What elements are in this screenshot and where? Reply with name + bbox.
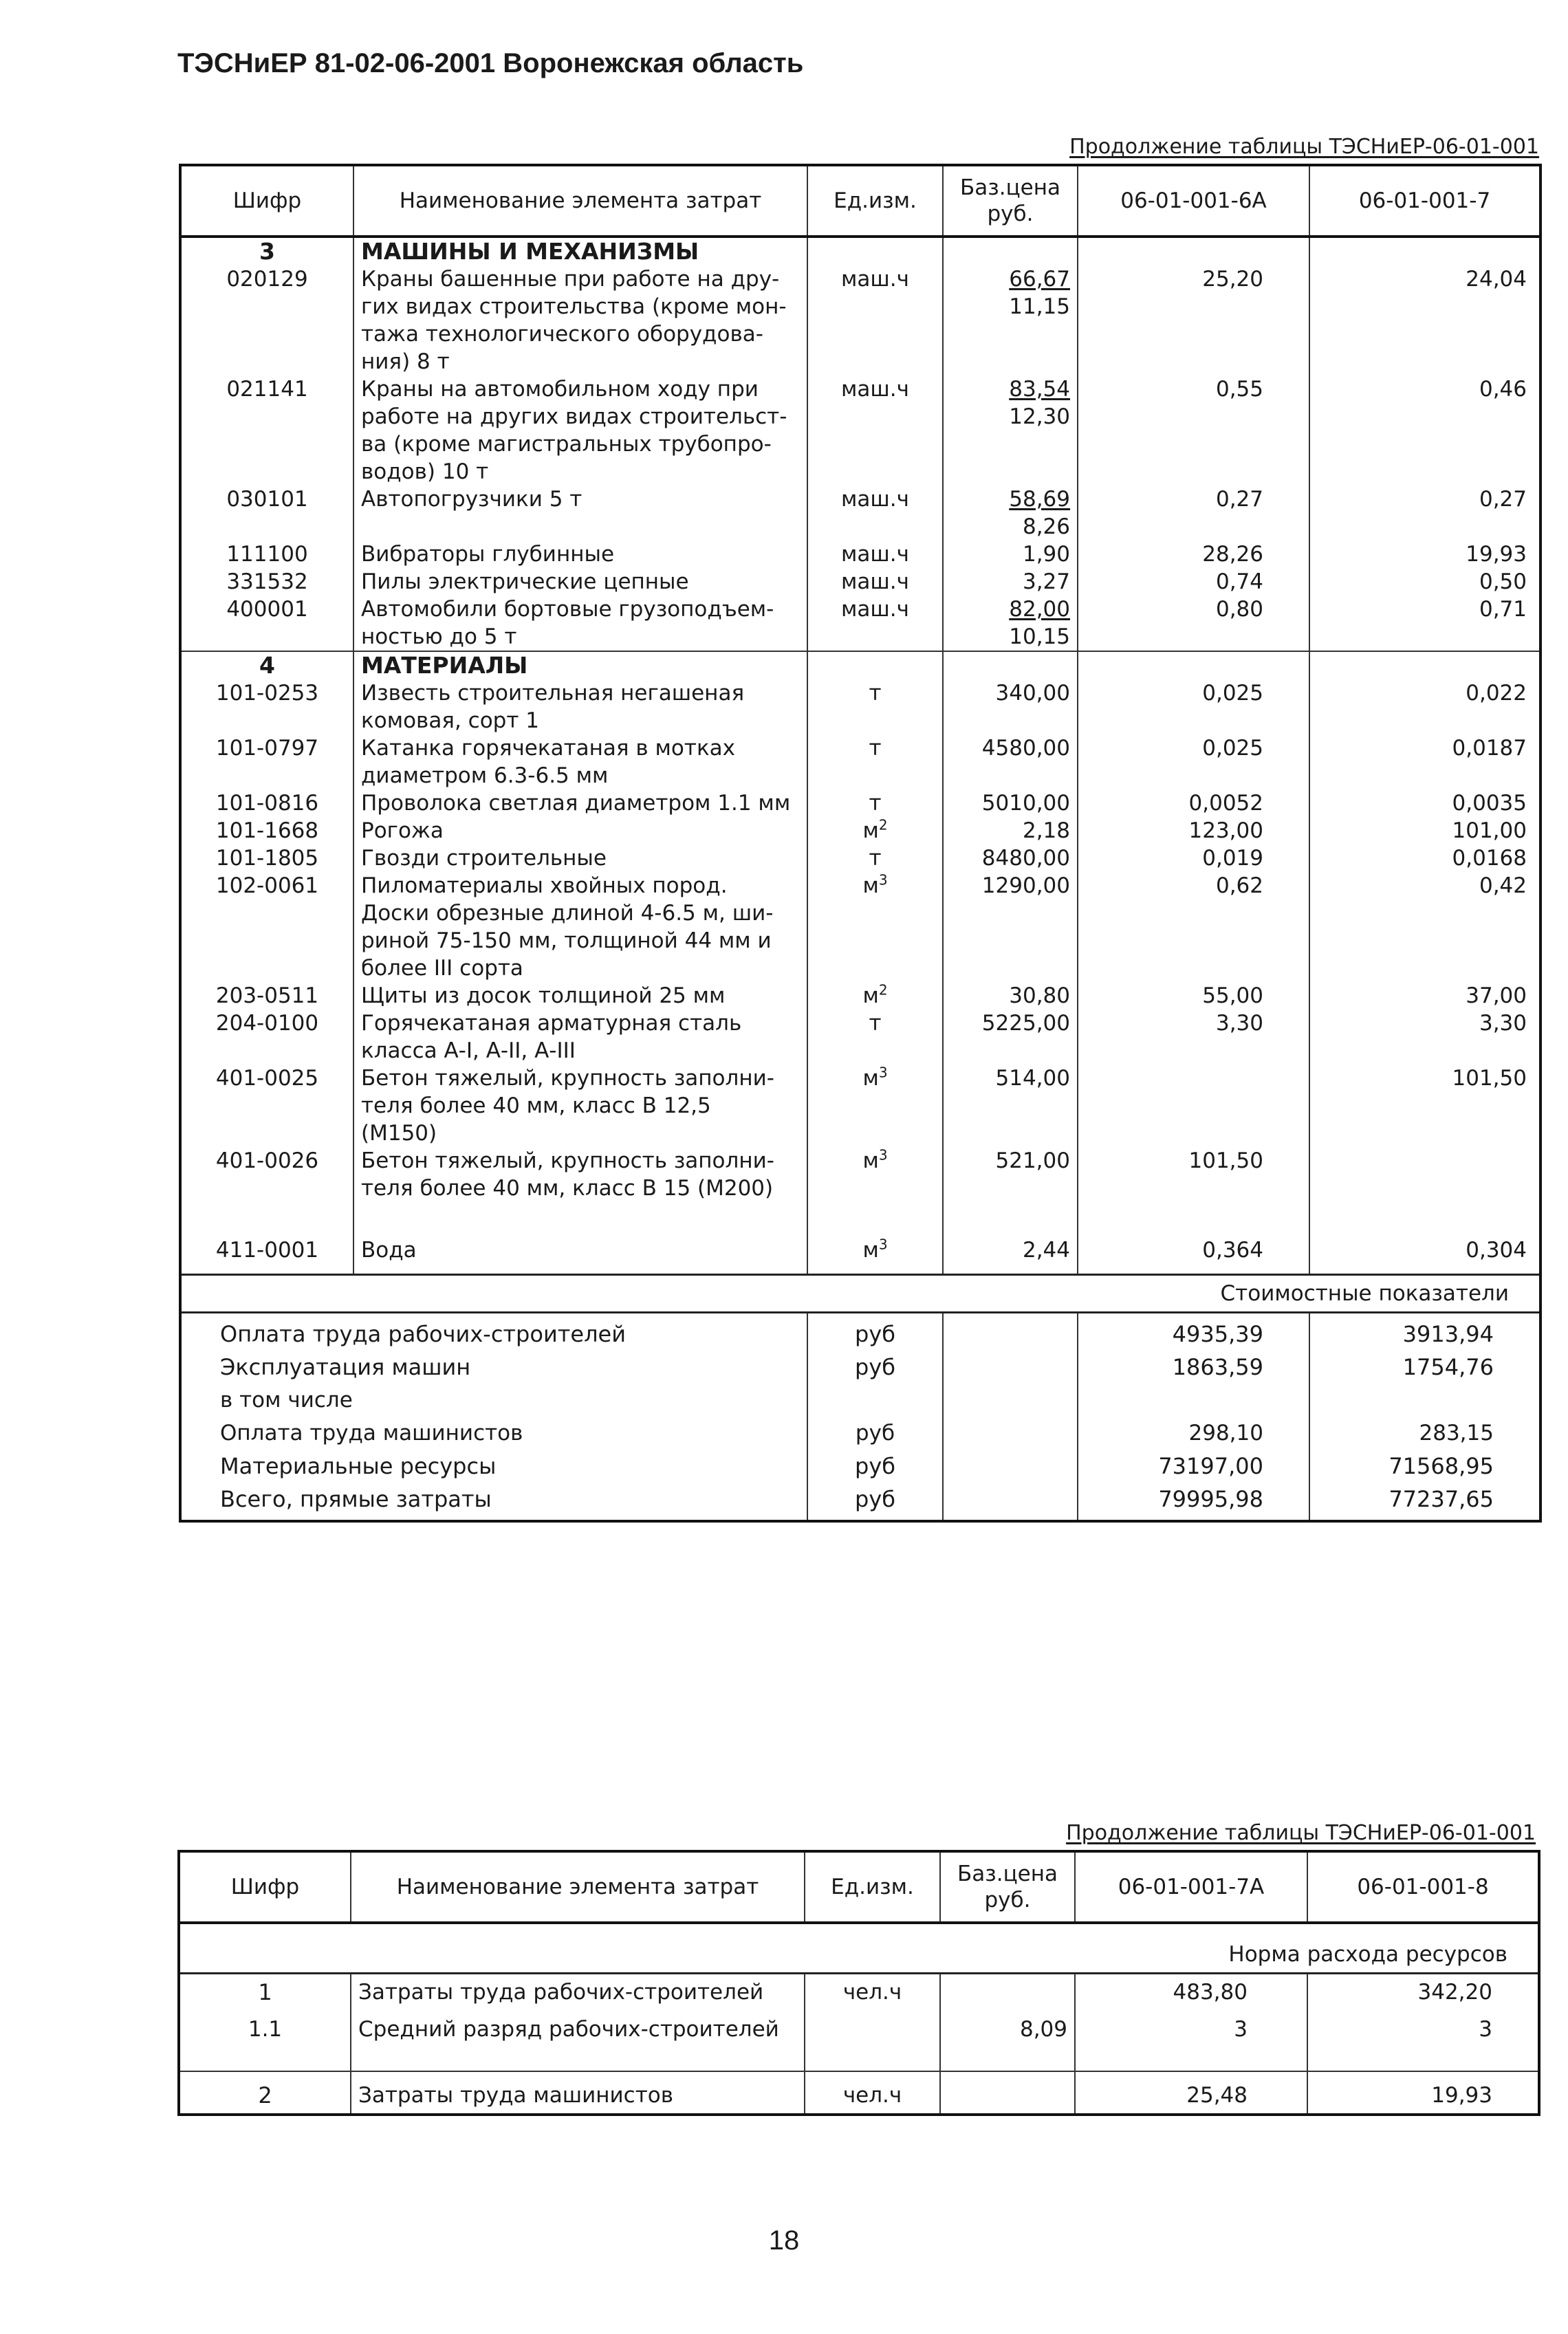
table-continuation-caption-2: Продолжение таблицы ТЭСНиЕР-06-01-001: [1066, 1821, 1536, 1845]
resource-unit: [807, 982, 943, 1010]
value-col-b: 0,71: [1309, 596, 1540, 651]
resource-code: 331532: [180, 568, 353, 596]
section-header-row: [180, 237, 1540, 265]
resource-price: 4580,00: [943, 734, 1078, 789]
total-col-b: 3913,94: [1309, 1313, 1540, 1351]
resource-name: Вода: [353, 1236, 807, 1275]
resource-name: Затраты труда рабочих-строителей: [351, 1974, 805, 2012]
unit-text: т: [869, 736, 882, 761]
resource-unit: [807, 1065, 943, 1147]
table-row: [180, 596, 1540, 651]
table-continuation-caption: Продолжение таблицы ТЭСНиЕР-06-01-001: [1069, 135, 1539, 159]
value-col-a: 25,20: [1078, 265, 1309, 375]
header-col-b: 06-01-001-7: [1309, 165, 1540, 237]
unit-exponent: 2: [878, 816, 888, 833]
norm-title: Норма расхода ресурсов: [179, 1923, 1539, 1974]
resource-code: 401-0026: [180, 1147, 353, 1236]
table-row: [179, 1974, 1539, 2012]
empty-cell: [1078, 651, 1309, 679]
cost-indicators-title: Стоимостные показатели: [180, 1275, 1540, 1313]
resource-table-2: [177, 1850, 1540, 2116]
total-row: [180, 1384, 1540, 1417]
table-header-row: [180, 165, 1540, 237]
value-col-a: 3,30: [1078, 1010, 1309, 1065]
table-row: [179, 2011, 1539, 2071]
price-wage-value: 11,15: [1009, 294, 1070, 319]
value-col-a: 0,025: [1078, 679, 1309, 734]
section-header-row: [180, 651, 1540, 679]
price-value: 58,69: [1009, 487, 1070, 512]
empty-cell: [943, 1384, 1078, 1417]
resource-name: Катанка горячекатаная в мотках диаметром 6.3-6.5 мм: [353, 734, 807, 789]
header-col-a: 06-01-001-7А: [1075, 1851, 1307, 1923]
total-col-a: 298,10: [1078, 1417, 1309, 1450]
resource-price: 514,00: [943, 1065, 1078, 1147]
section-title: МАШИНЫ И МЕХАНИЗМЫ: [353, 237, 807, 265]
value-col-a: 55,00: [1078, 982, 1309, 1010]
total-label: в том числе: [180, 1384, 807, 1417]
empty-cell: [943, 651, 1078, 679]
table-row: [179, 2071, 1539, 2115]
value-col-b: 0,0035: [1309, 789, 1540, 817]
resource-code: 411-0001: [180, 1236, 353, 1275]
resource-code: 2: [179, 2071, 351, 2115]
table-row: [180, 1065, 1540, 1147]
unit-text: т: [869, 681, 882, 706]
value-col-a: 0,364: [1078, 1236, 1309, 1275]
header-unit: Ед.изм.: [805, 1851, 940, 1923]
total-row: [180, 1450, 1540, 1483]
resource-name: Вибраторы глубинные: [353, 541, 807, 568]
document-title: ТЭСНиЕР 81-02-06-2001 Воронежская область: [177, 48, 804, 78]
header-name: Наименование элемента затрат: [353, 165, 807, 237]
total-col-b: 1754,76: [1309, 1351, 1540, 1384]
resource-unit: маш.ч: [807, 375, 943, 486]
table-row: [180, 541, 1540, 568]
value-col-b: 101,00: [1309, 817, 1540, 844]
total-unit: [807, 1384, 943, 1417]
resource-code: 030101: [180, 486, 353, 541]
resource-unit: чел.ч: [805, 1974, 940, 2012]
resource-unit: [807, 679, 943, 734]
resource-name: Автомобили бортовые грузоподъем- ностью до 5 т: [353, 596, 807, 651]
unit-exponent: 3: [878, 1236, 888, 1253]
resource-unit: маш.ч: [807, 596, 943, 651]
resource-code: 102-0061: [180, 872, 353, 982]
resource-name: Бетон тяжелый, крупность заполни- теля более 40 мм, класс В 15 (М200): [353, 1147, 807, 1236]
resource-unit: [805, 2011, 940, 2071]
total-col-b: 283,15: [1309, 1417, 1540, 1450]
resource-price: 521,00: [943, 1147, 1078, 1236]
value-col-b: 0,0187: [1309, 734, 1540, 789]
resource-code: 401-0025: [180, 1065, 353, 1147]
unit-text: м: [862, 818, 879, 843]
empty-cell: [943, 1313, 1078, 1351]
resource-name: Средний разряд рабочих-строителей: [351, 2011, 805, 2071]
value-col-b: 19,93: [1307, 2071, 1539, 2115]
header-code: Шифр: [179, 1851, 351, 1923]
total-row: [180, 1483, 1540, 1521]
resource-price: [943, 596, 1078, 651]
resource-code: 1.1: [179, 2011, 351, 2071]
empty-cell: [807, 651, 943, 679]
resource-unit: [807, 734, 943, 789]
price-wage-value: 10,15: [1009, 624, 1070, 649]
resource-code: 021141: [180, 375, 353, 486]
value-col-a: 3: [1075, 2011, 1307, 2071]
value-col-b: 0,50: [1309, 568, 1540, 596]
total-label: Оплата труда рабочих-строителей: [180, 1313, 807, 1351]
unit-exponent: 3: [878, 871, 888, 888]
section-number: 4: [180, 651, 353, 679]
resource-price: [940, 2071, 1075, 2115]
empty-cell: [807, 237, 943, 265]
header-col-b: 06-01-001-8: [1307, 1851, 1539, 1923]
value-col-b: 19,93: [1309, 541, 1540, 568]
table-row: [180, 734, 1540, 789]
resource-unit: чел.ч: [805, 2071, 940, 2115]
unit-text: м: [862, 1066, 879, 1091]
price-wage-value: 8,26: [1022, 514, 1070, 539]
table-row: [180, 982, 1540, 1010]
value-col-b: 0,022: [1309, 679, 1540, 734]
resource-name: Затраты труда машинистов: [351, 2071, 805, 2115]
value-col-b: 0,46: [1309, 375, 1540, 486]
value-col-a: 28,26: [1078, 541, 1309, 568]
resource-price: 340,00: [943, 679, 1078, 734]
resource-price: 2,18: [943, 817, 1078, 844]
total-col-a: [1078, 1384, 1309, 1417]
value-col-a: 0,62: [1078, 872, 1309, 982]
resource-price: 5225,00: [943, 1010, 1078, 1065]
unit-exponent: 3: [878, 1064, 888, 1081]
resource-name: Гвозди строительные: [353, 844, 807, 872]
total-unit: руб: [807, 1417, 943, 1450]
unit-text: м: [862, 983, 879, 1008]
value-col-a: 0,74: [1078, 568, 1309, 596]
header-code: Шифр: [180, 165, 353, 237]
unit-exponent: 2: [878, 981, 888, 999]
unit-exponent: 3: [878, 1146, 888, 1164]
resource-name: Пилы электрические цепные: [353, 568, 807, 596]
resource-price: [943, 486, 1078, 541]
resource-unit: маш.ч: [807, 486, 943, 541]
unit-text: м: [862, 873, 879, 898]
table-row: [180, 568, 1540, 596]
cost-indicators-row: [180, 1275, 1540, 1313]
table-row: [180, 1010, 1540, 1065]
total-unit: руб: [807, 1483, 943, 1521]
unit-text: т: [869, 1011, 882, 1036]
empty-cell: [943, 237, 1078, 265]
value-col-b: [1309, 1147, 1540, 1236]
total-unit: руб: [807, 1351, 943, 1384]
value-col-a: 0,55: [1078, 375, 1309, 486]
total-row: [180, 1417, 1540, 1450]
resource-unit: [807, 1147, 943, 1236]
resource-table-1: [179, 164, 1542, 1523]
resource-unit: [807, 789, 943, 817]
price-value: 1,90: [1022, 542, 1070, 567]
table-row: [180, 789, 1540, 817]
section-title: МАТЕРИАЛЫ: [353, 651, 807, 679]
value-col-a: 0,27: [1078, 486, 1309, 541]
value-col-b: 0,27: [1309, 486, 1540, 541]
table-row: [180, 844, 1540, 872]
resource-unit: [807, 817, 943, 844]
empty-cell: [943, 1351, 1078, 1384]
total-unit: руб: [807, 1450, 943, 1483]
header-name: Наименование элемента затрат: [351, 1851, 805, 1923]
value-col-a: 0,019: [1078, 844, 1309, 872]
total-col-a: 4935,39: [1078, 1313, 1309, 1351]
value-col-a: 483,80: [1075, 1974, 1307, 2012]
resource-code: 101-1668: [180, 817, 353, 844]
empty-cell: [1078, 237, 1309, 265]
norm-title-row: [179, 1923, 1539, 1974]
resource-code: 020129: [180, 265, 353, 375]
table-header-row: [179, 1851, 1539, 1923]
resource-price: 8,09: [940, 2011, 1075, 2071]
resource-code: 101-0253: [180, 679, 353, 734]
price-value: 83,54: [1009, 377, 1070, 402]
resource-code: 400001: [180, 596, 353, 651]
header-col-a: 06-01-001-6А: [1078, 165, 1309, 237]
total-label: Материальные ресурсы: [180, 1450, 807, 1483]
unit-text: т: [869, 846, 882, 871]
resource-code: 203-0511: [180, 982, 353, 1010]
value-col-a: 123,00: [1078, 817, 1309, 844]
resource-price: 8480,00: [943, 844, 1078, 872]
total-col-a: 79995,98: [1078, 1483, 1309, 1521]
header-unit: Ед.изм.: [807, 165, 943, 237]
value-col-b: 101,50: [1309, 1065, 1540, 1147]
empty-cell: [943, 1483, 1078, 1521]
table-row: [180, 375, 1540, 486]
value-col-b: 3: [1307, 2011, 1539, 2071]
header-price: Баз.цена руб.: [940, 1851, 1075, 1923]
value-col-a: 25,48: [1075, 2071, 1307, 2115]
price-value: 66,67: [1009, 267, 1070, 292]
value-col-b: 3,30: [1309, 1010, 1540, 1065]
empty-cell: [943, 1450, 1078, 1483]
table-row: [180, 1147, 1540, 1236]
value-col-b: 0,304: [1309, 1236, 1540, 1275]
value-col-b: 0,0168: [1309, 844, 1540, 872]
resource-code: 111100: [180, 541, 353, 568]
resource-unit: маш.ч: [807, 541, 943, 568]
empty-cell: [1309, 651, 1540, 679]
resource-code: 101-0816: [180, 789, 353, 817]
price-value: 82,00: [1009, 597, 1070, 622]
total-col-b: 71568,95: [1309, 1450, 1540, 1483]
resource-price: [943, 568, 1078, 596]
resource-name: Горячекатаная арматурная сталь класса А-I, А-II, А-III: [353, 1010, 807, 1065]
price-wage-value: 12,30: [1009, 404, 1070, 429]
table-row: [180, 817, 1540, 844]
resource-code: 1: [179, 1974, 351, 2012]
resource-name: Щиты из досок толщиной 25 мм: [353, 982, 807, 1010]
table-row: [180, 872, 1540, 982]
value-col-a: 0,025: [1078, 734, 1309, 789]
total-label: Всего, прямые затраты: [180, 1483, 807, 1521]
resource-code: 204-0100: [180, 1010, 353, 1065]
resource-price: 30,80: [943, 982, 1078, 1010]
table-row: [180, 486, 1540, 541]
total-col-a: 1863,59: [1078, 1351, 1309, 1384]
resource-price: [943, 541, 1078, 568]
resource-name: Рогожа: [353, 817, 807, 844]
value-col-b: 24,04: [1309, 265, 1540, 375]
total-col-b: 77237,65: [1309, 1483, 1540, 1521]
value-col-b: 342,20: [1307, 1974, 1539, 2012]
total-label: Оплата труда машинистов: [180, 1417, 807, 1450]
value-col-a: 0,0052: [1078, 789, 1309, 817]
unit-text: т: [869, 791, 882, 816]
total-col-b: [1309, 1384, 1540, 1417]
table-row: [180, 1236, 1540, 1275]
section-number: 3: [180, 237, 353, 265]
resource-name: Краны башенные при работе на дру- гих видах строительства (кроме мон- тажа технологического оборудова- ния) 8 т: [353, 265, 807, 375]
header-price: Баз.цена руб.: [943, 165, 1078, 237]
resource-name: Пиломатериалы хвойных пород. Доски обрезные длиной 4-6.5 м, ши- риной 75-150 мм, толщиной 44 мм и более III сорта: [353, 872, 807, 982]
value-col-a: [1078, 1065, 1309, 1147]
total-unit: руб: [807, 1313, 943, 1351]
total-row: [180, 1351, 1540, 1384]
total-col-a: 73197,00: [1078, 1450, 1309, 1483]
resource-price: [943, 375, 1078, 486]
empty-cell: [943, 1417, 1078, 1450]
resource-price: 2,44: [943, 1236, 1078, 1275]
resource-code: 101-1805: [180, 844, 353, 872]
resource-unit: [807, 1010, 943, 1065]
resource-price: 1290,00: [943, 872, 1078, 982]
value-col-a: 0,80: [1078, 596, 1309, 651]
resource-unit: [807, 844, 943, 872]
resource-name: Бетон тяжелый, крупность заполни- теля более 40 мм, класс В 12,5 (М150): [353, 1065, 807, 1147]
resource-unit: маш.ч: [807, 568, 943, 596]
value-col-b: 0,42: [1309, 872, 1540, 982]
resource-name: Известь строительная негашеная комовая, сорт 1: [353, 679, 807, 734]
price-value: 3,27: [1022, 569, 1070, 594]
resource-name: Автопогрузчики 5 т: [353, 486, 807, 541]
resource-price: [943, 265, 1078, 375]
resource-code: 101-0797: [180, 734, 353, 789]
resource-unit: [807, 872, 943, 982]
resource-price: [940, 1974, 1075, 2012]
page-number: 18: [768, 2225, 800, 2256]
resource-price: 5010,00: [943, 789, 1078, 817]
unit-text: м: [862, 1148, 879, 1173]
resource-unit: [807, 1236, 943, 1275]
unit-text: м: [862, 1238, 879, 1263]
total-row: [180, 1313, 1540, 1351]
resource-name: Проволока светлая диаметром 1.1 мм: [353, 789, 807, 817]
empty-cell: [1309, 237, 1540, 265]
total-label: Эксплуатация машин: [180, 1351, 807, 1384]
resource-name: Краны на автомобильном ходу при работе на других видах строительст- ва (кроме магистральных трубопро- водов) 10 т: [353, 375, 807, 486]
resource-unit: маш.ч: [807, 265, 943, 375]
value-col-a: 101,50: [1078, 1147, 1309, 1236]
value-col-b: 37,00: [1309, 982, 1540, 1010]
table-row: [180, 265, 1540, 375]
table-row: [180, 679, 1540, 734]
